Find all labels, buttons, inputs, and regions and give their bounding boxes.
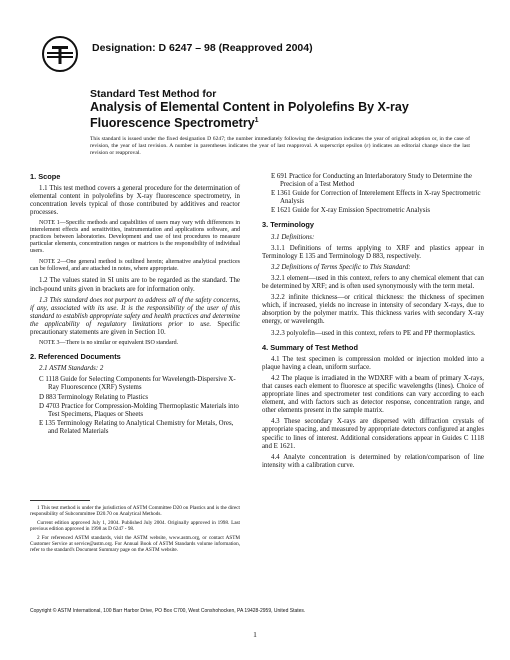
note-3: NOTE 3—There is no similar or equivalent ISO standard. [39,340,179,347]
paragraph-4-2: 4.2 The plaque is irradiated in the WDXRF with a beam of primary X-rays, that causes each element to fluoresce at specific wavelengths (lines). Choice of appropriate lines and spectrometer test conditions can vary according to each element, and with factors such as detector response, concentration range, and other elements present in the sample matrix. [262,374,484,415]
reference-item: E 1361 Guide for Correction of Interelement Effects in X-ray Spectrometric Analysis [271,190,481,206]
left-column [30,173,240,437]
reference-item: D 883 Terminology Relating to Plastics [39,393,149,401]
note-2: NOTE 2—One general method is outlined herein; alternative analytical practices can be followed, and are attached in notes, where appropriate. [30,259,240,273]
copyright-notice: Copyright © ASTM International, 100 Barr Harbor Drive, PO Box C700, West Conshohocken, PA 19428-2959, United States. [30,608,306,614]
title-line-1: Standard Test Method for [90,88,217,100]
footnote-1: 1 This test method is under the jurisdiction of ASTM Committee D20 on Plastics and is the direct responsibility of Subcommittee D20.70 on Analytical Methods. [30,505,240,518]
paragraph-1-3: 1.3 This standard does not purport to address all of the safety concerns, if any, associated with its use. It is the responsibility of the user of this standard to establish appropriate safety and health practices and determine the applicability of regulatory limitations prior to use. Specific precautionary statements are given in Section 10. [30,296,240,337]
paragraph-3-2-3: 3.2.3 polyolefin—used in this context, refers to PE and PP thermoplastics. [271,329,476,337]
paragraph-2-1: 2.1 ASTM Standards: 2 [39,365,104,373]
footnote-1-edition: Current edition approved July 1, 2004. Published July 2004. Originally approved in 1998. Last previous edition approved in 1998 as D 6247 - 98. [30,519,240,533]
paragraph-3-2-2: 3.2.2 infinite thickness—or critical thickness: the thickness of specimen which, if increased, yields no increase in intensity of secondary X-rays, due to absorption by the polymer matrix. This thickness varies with secondary X-ray energy, or wavelength. [262,294,484,326]
astm-logo [38,34,82,78]
document-title [90,88,470,130]
section-1-heading: 1. Scope [30,172,61,181]
note-1: NOTE 1—Specific methods and capabilities of users may vary with differences in interelement effects and sensitivities, instrumentation and applications software, and practices between laboratories. Development and use of test procedures to measure particular elements, concentration ranges or matrices is the responsibility of individual users. [30,220,240,255]
section-2-heading: 2. Referenced Documents [30,352,121,362]
reference-item: E 691 Practice for Conducting an Interlaboratory Study to Determine the Precision of a Test Method [271,173,472,189]
designation: Designation: D 6247 – 98 (Reapproved 2004) [92,42,313,54]
reference-item: C 1118 Guide for Selecting Components for Wavelength-Dispersive X-Ray Fluorescence (XRF) Systems [39,376,236,392]
page-number: 1 [253,630,257,639]
section-4-heading: 4. Summary of Test Method [262,342,358,352]
standard-issuance-note: This standard is issued under the fixed designation D 6247; the number immediately following the designation indicates the year of original adoption or, in the case of revision, the year of last revision. A number in parentheses indicates the year of last reapproval. A superscript epsilon (ε) indicates an editorial change since the last revision or reapproval. [90,136,470,156]
title-line-3: Fluorescence Spectrometry$^1$ [90,116,259,131]
title-line-2: Analysis of Elemental Content in Polyolefins By X-ray [90,100,409,114]
paragraph-3-2: 3.2 Definitions of Terms Specific to This Standard: [271,263,411,271]
reference-item: D 4703 Practice for Compression-Molding Thermoplastic Materials into Test Specimens, Plaques or Sheets [39,402,239,418]
reference-item: E 135 Terminology Relating to Analytical Chemistry for Metals, Ores, and Related Materials [39,419,234,435]
paragraph-4-1: 4.1 The test specimen is compression molded or injection molded into a plaque having a clean, uniform surface. [262,355,484,371]
paragraph-4-3: 4.3 These secondary X-rays are dispersed with diffraction crystals of appropriate spacing, and measured by appropriate detectors configured at angles specific to lines of interest. Additional considerations appear in Guides C 1118 and E 1621. [262,418,484,450]
reference-item: E 1621 Guide for X-ray Emission Spectrometric Analysis [271,207,431,215]
paragraph-3-1-1: 3.1.1 Definitions of terms applying to XRF and plastics appear in Terminology E 135 and Terminology D 883, respectively. [262,244,484,260]
footnotes [30,500,240,556]
paragraph-4-4: 4.4 Analyte concentration is determined by relation/comparison of line intensity with a calibration curve. [262,453,484,469]
right-column [262,173,484,473]
footnote-divider [30,500,90,501]
paragraph-1-1: 1.1 This test method covers a general procedure for the determination of elemental content in polyolefins by X-ray fluorescence spectrometry, in concentration levels typical of those contributed by additives and reactor processes. [30,185,240,217]
paragraph-3-1: 3.1 Definitions: [271,233,315,241]
paragraph-1-2: 1.2 The values stated in SI units are to be regarded as the standard. The inch-pound units given in brackets are for information only. [30,277,240,293]
paragraph-3-2-1: 3.2.1 element—used in this context, refers to any chemical element that can be determined by XRF; and is often used synonymously with the term metal. [262,274,484,291]
footnote-2: 2 For referenced ASTM standards, visit the ASTM website, www.astm.org, or contact ASTM Customer Service at service@astm.org. For Annual Book of ASTM Standards volume information, refer to the standard's Document Summary page on the ASTM website. [30,534,240,554]
section-3-heading: 3. Terminology [262,220,315,230]
